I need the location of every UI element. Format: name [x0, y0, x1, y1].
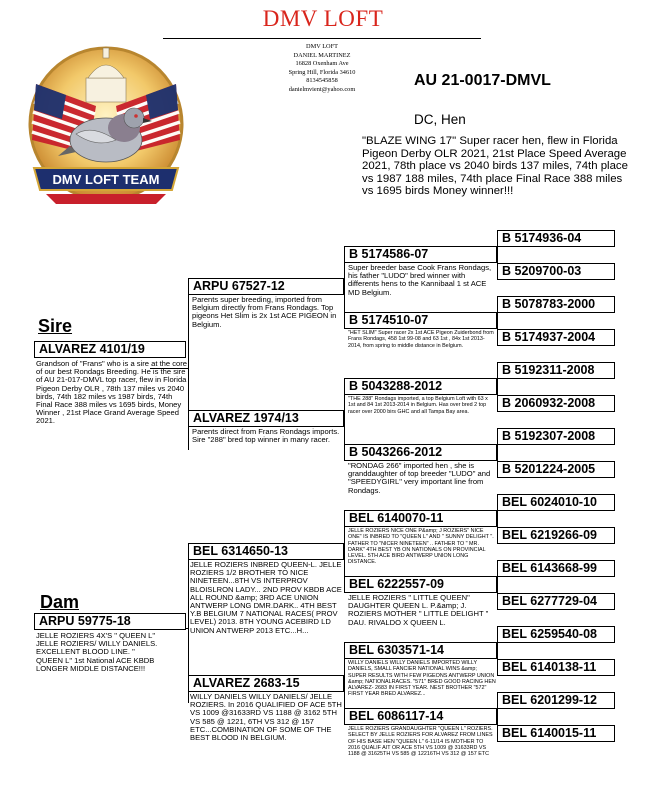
- grandparent-band: ARPU 67527-12: [188, 278, 344, 295]
- gen4-band: BEL 6140138-11: [497, 659, 615, 676]
- title-divider: [163, 38, 481, 39]
- great-grandparent-band: B 5174586-07: [344, 246, 497, 263]
- bird-sex-color: DC, Hen: [414, 112, 466, 127]
- grandparent-note: Parents direct from Frans Rondags imports. Sire "288" bred top winner in many racer.: [192, 428, 340, 445]
- grandparent-band: BEL 6314650-13: [188, 543, 344, 560]
- sire-note: Grandson of "Frans" who is a sire at the core of our best Rondags Breeding. He is the sire of AU 21-017-DMVL top racer, flew in Florida Pigeon Derby OLR , 78th 137 miles vs 2040 birds, 74th 182 miles vs 1987 birds, 74th Final Race 388 miles vs 1695 birds, Money Winner , 21st Place Grand Average Speed 2021.: [36, 360, 188, 426]
- address-line: danielmvient@yahoo.com: [288, 85, 356, 93]
- gen4-band: BEL 6201299-12: [497, 692, 615, 709]
- grandparent-note: JELLE ROZIERS INBRED QUEEN-L. JELLE ROZIERS 1/2 BROTHER TO NICE NINETEEN...8TH VS INTERPROV BLOISLRON LADY... 2ND PROV KBDB ACE ALL ROUND &amp; 3RD ACE UNION ANTWERP LONG DMR.DARK.. 4TH BEST Y.B BELGIUM 7 NATIONAL RACES( PROV LEVEL) 2013. 8TH YOUNG ACEBIRD LD UNION ANTWERP 2013 ETC...H...: [190, 561, 342, 635]
- gen4-band: BEL 6024010-10: [497, 494, 615, 511]
- gen4-band: B 5209700-03: [497, 263, 615, 280]
- great-grandparent-note: JELLE ROZIERS " LITTLE QUEEN" DAUGHTER QUEEN L. P.&amp; J. ROZIERS MOTHER " LITTLE DELIGHT " DAU. RIVALDO X QUEEN L.: [348, 594, 489, 627]
- great-grandparent-band: BEL 6140070-11: [344, 510, 497, 527]
- address-line: 8134545858: [306, 77, 338, 85]
- dam-heading: Dam: [40, 592, 80, 612]
- great-grandparent-band: BEL 6303571-14: [344, 642, 497, 659]
- gen4-band: BEL 6219266-09: [497, 527, 615, 544]
- gen4-band: B 5192311-2008: [497, 362, 615, 379]
- gen4-band: BEL 6277729-04: [497, 593, 615, 610]
- gen4-band: B 5201224-2005: [497, 461, 615, 478]
- great-grandparent-band: B 5174510-07: [344, 312, 497, 329]
- address-line: Spring Hill, Florida 34610: [288, 68, 356, 76]
- great-grandparent-note: WILLY DANIELS WILLY DANIELS IMPORTED WILLY DANIELS, SMALL FANCIER NATIONAL WINS &amp; SUPER RESULTS WITH FEW PIGEONS ANTWERP UNION &amp; NATIONALRACES. "571" BRED GOOD RACING HEN ALVAREZ- 2683 IN FIRST YEAR. NEST BROTHER "572" FIRST YEAR BRED ALVAREZ...: [348, 660, 496, 698]
- address-line: DANIEL MARTINEZ: [293, 51, 351, 59]
- gen4-band: BEL 6140015-11: [497, 725, 615, 742]
- great-grandparent-note: JELLE ROZIERS NICE ONE P&amp; J ROZIERS" NICE ONE" IS INBRED TO "QUEEN L" AND " SUNNY DELIGHT ". FATHER TO "NICER NINETEEN" .. FATHER TO " MR. DARK" 4TH BEST YB ON NATIONALS ON PROVINCIAL LEVEL. 5TH ACE BIRD ANTWERP UNION LONG DISTANCE.: [348, 528, 494, 566]
- logo-text: DMV LOFT TEAM: [52, 172, 160, 187]
- gen4-band: BEL 6259540-08: [497, 626, 615, 643]
- great-grandparent-band: B 5043266-2012: [344, 444, 497, 461]
- connector: [344, 256, 345, 318]
- great-grandparent-note: JELLE ROZIERS GRANDAUGHTER "QUEEN L" ROZIERS. SELECT BY JELLE ROZIERS FOR ALVAREZ FROM LINES OF HIS BASE HEN "QUEEN L" 6-11/14 IS MOTHER TO 2016 QUALIF AIT OR ACE 5TH VS 1009 @ 31633RD VS 1188 @ 31625TH VS 585 @ 12216TH VS 312 @ 157 ETC: [348, 726, 493, 758]
- connector: [344, 386, 345, 453]
- gen4-band: BEL 6143668-99: [497, 560, 615, 577]
- dam-band: ARPU 59775-18: [34, 613, 186, 630]
- loft-title: DMV LOFT: [262, 6, 384, 31]
- dam-note: JELLE ROZIERS 4X'S " QUEEN L" JELLE ROZIERS/ WILLY DANIELS. EXCELLENT BLOOD LINE. " QUEEN L" 1st National ACE KBDB LONGER MIDDLE DISTANCE!!!: [36, 632, 158, 673]
- address-line: 16828 Oxenham Ave: [295, 60, 349, 68]
- great-grandparent-note: "HET SLIM" Super racer 2x 1st ACE Pigeon Zuiderbond from Frans Rondags, 458 1st 99-08 and 63 1st , 84x 1st 2013-2014, from spring to middle distance in Belgium.: [348, 330, 494, 349]
- gen4-band: B 5192307-2008: [497, 428, 615, 445]
- bird-band-number: AU 21-0017-DMVL: [414, 72, 551, 89]
- address-line: DMV LOFT: [306, 43, 338, 50]
- grandparent-band: ALVAREZ 2683-15: [188, 675, 344, 692]
- gen4-band: B 2060932-2008: [497, 395, 615, 412]
- gen4-band: B 5078783-2000: [497, 296, 615, 313]
- great-grandparent-band: B 5043288-2012: [344, 378, 497, 395]
- gen4-band: B 5174936-04: [497, 230, 615, 247]
- loft-address: [262, 43, 382, 95]
- gen4-band: B 5174937-2004: [497, 329, 615, 346]
- sire-band: ALVAREZ 4101/19: [34, 341, 186, 358]
- great-grandparent-band: BEL 6086117-14: [344, 708, 497, 725]
- great-grandparent-note: "RONDAG 266" imported hen , she is granddaughter of top breeder "LUDO" and "SPEEDYGIRL" very important line from Rondags.: [348, 462, 491, 495]
- great-grandparent-band: BEL 6222557-09: [344, 576, 497, 593]
- grandparent-band: ALVAREZ 1974/13: [188, 410, 344, 427]
- sire-heading: Sire: [38, 316, 73, 336]
- great-grandparent-note: Super breeder base Cook Frans Rondags, his father "LUDO" bred winner with differents hens to the Kannibaal 1 st ACE MD Belgium.: [348, 264, 492, 297]
- bird-description: "BLAZE WING 17" Super racer hen, flew in Florida Pigeon Derby OLR 2021, 21st Place Speed Average 2021, 78th place vs 2040 birds 137 miles, 74th place vs 1987 188 miles, 74th place Final Race 388 miles vs 1695 birds Money winner!!!: [362, 135, 628, 197]
- grandparent-note: WILLY DANIELS WILLY DANIELS/ JELLE ROZIERS. In 2016 QUALIFIED OF ACE 5TH VS 1009 @31633RD VS 1188 @ 3162 5TH VS 585 @ 1221, 6TH VS 312 @ 157 ETC...COMBINATION OF SOME OF THE BEST BLOOD IN BELGIUM.: [190, 693, 342, 743]
- dmv-loft-team-logo: [26, 44, 186, 216]
- connector: [344, 651, 345, 716]
- grandparent-note: Parents super breeding, imported from Belgium directly from Frans Rondags. Top pigeons Het Slim is 2x 1st ACE PIGEON in Belgium.: [192, 296, 337, 329]
- great-grandparent-note: "THE 288" Rondags imported, a top Belgium Loft with 63 x 1st and 84 1st 2013-2014 in Belgium. Has over bred 2 top racer over 2000 birs GHC and all Tampa Bay area.: [348, 396, 488, 415]
